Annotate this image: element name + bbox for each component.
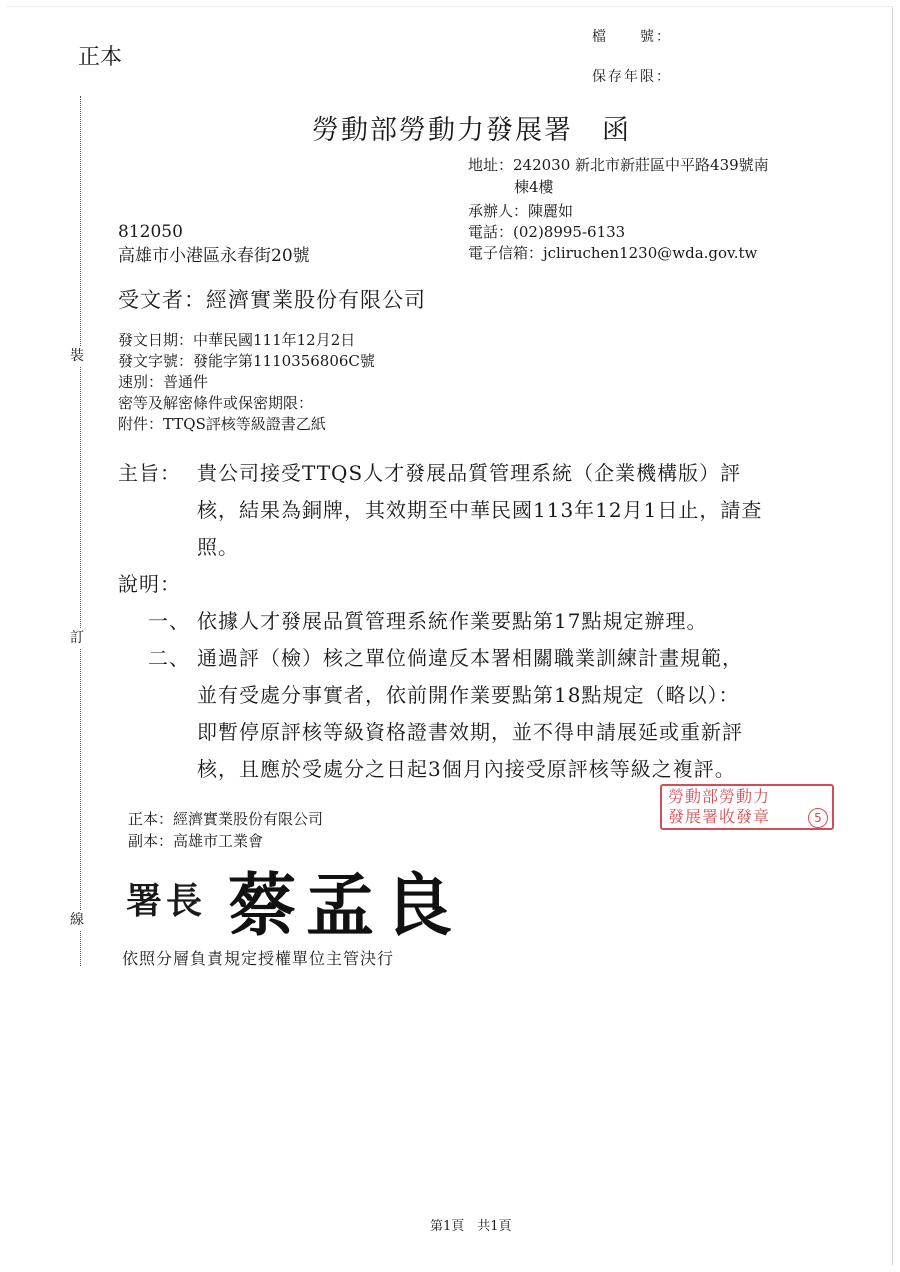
stamp-text-row1: 勞動部勞動力 — [668, 787, 771, 806]
stamp-text-row2: 發展署收發章 — [668, 807, 771, 826]
distribution-original: 正本：經濟實業股份有限公司 — [128, 810, 324, 828]
recipient: 受文者：經濟實業股份有限公司 — [118, 288, 426, 312]
security-level: 密等及解密條件或保密期限： — [118, 394, 314, 412]
subject-line-1: 貴公司接受TTQS人才發展品質管理系統（企業機構版）評 — [197, 461, 742, 485]
subject-line-3: 照。 — [197, 535, 239, 559]
phone: 電話：(02)8995-6133 — [468, 223, 626, 241]
delegation-note: 依照分層負責規定授權單位主管決行 — [122, 949, 395, 968]
distribution-copy: 副本：高雄市工業會 — [128, 832, 264, 850]
explanation-item-2-num: 二、 — [148, 646, 190, 670]
retention-label: 保存年限： — [592, 69, 672, 85]
handler: 承辦人：陳麗如 — [468, 202, 574, 220]
recipient-address: 高雄市小港區永春街20號 — [118, 246, 310, 266]
signature-title: 署長 — [126, 880, 207, 922]
explanation-label: 說明： — [118, 572, 181, 596]
binding-char-zhuang: 裝 — [70, 348, 84, 364]
sender-address-line2: 棟4樓 — [514, 178, 554, 196]
agency-title: 勞動部勞動力發展署 函 — [312, 115, 631, 146]
explanation-item-1-num: 一、 — [148, 609, 190, 633]
file-number-label: 檔 號： — [592, 29, 672, 45]
subject-line-2: 核，結果為銅牌，其效期至中華民國113年12月1日止，請查 — [197, 498, 763, 522]
explanation-item-2-line-1: 通過評（檢）核之單位倘違反本署相關職業訓練計畫規範， — [197, 646, 743, 670]
stamp-number: 5 — [808, 808, 828, 828]
receipt-stamp — [660, 784, 834, 830]
explanation-item-2-line-2: 並有受處分事實者，依前開作業要點第18點規定（略以）： — [197, 683, 740, 707]
binding-char-ding: 訂 — [70, 630, 84, 646]
explanation-item-1-line-1: 依據人才發展品質管理系統作業要點第17點規定辦理。 — [197, 609, 708, 633]
email: 電子信箱：jcliruchen1230@wda.gov.tw — [468, 244, 758, 262]
explanation-item-2-line-3: 即暫停原評核等級資格證書效期，並不得申請展延或重新評 — [197, 720, 743, 744]
subject-label: 主旨： — [118, 461, 181, 485]
recipient-postal-code: 812050 — [118, 222, 183, 242]
copy-mark: 正本 — [78, 45, 123, 70]
signature-name: 蔡孟良 — [228, 867, 463, 946]
binding-line — [80, 96, 81, 966]
page-footer: 第1頁 共1頁 — [430, 1219, 512, 1234]
delivery-speed: 速別：普通件 — [118, 373, 209, 391]
issue-date: 發文日期：中華民國111年12月2日 — [118, 331, 356, 349]
attachment: 附件：TTQS評核等級證書乙紙 — [118, 415, 326, 433]
sender-address-line1: 地址：242030 新北市新莊區中平路439號南 — [468, 156, 769, 174]
explanation-item-2-line-4: 核，且應於受處分之日起3個月內接受原評核等級之複評。 — [197, 757, 736, 781]
binding-char-xian: 線 — [70, 912, 84, 928]
document-number: 發文字號：發能字第1110356806C號 — [118, 352, 375, 370]
